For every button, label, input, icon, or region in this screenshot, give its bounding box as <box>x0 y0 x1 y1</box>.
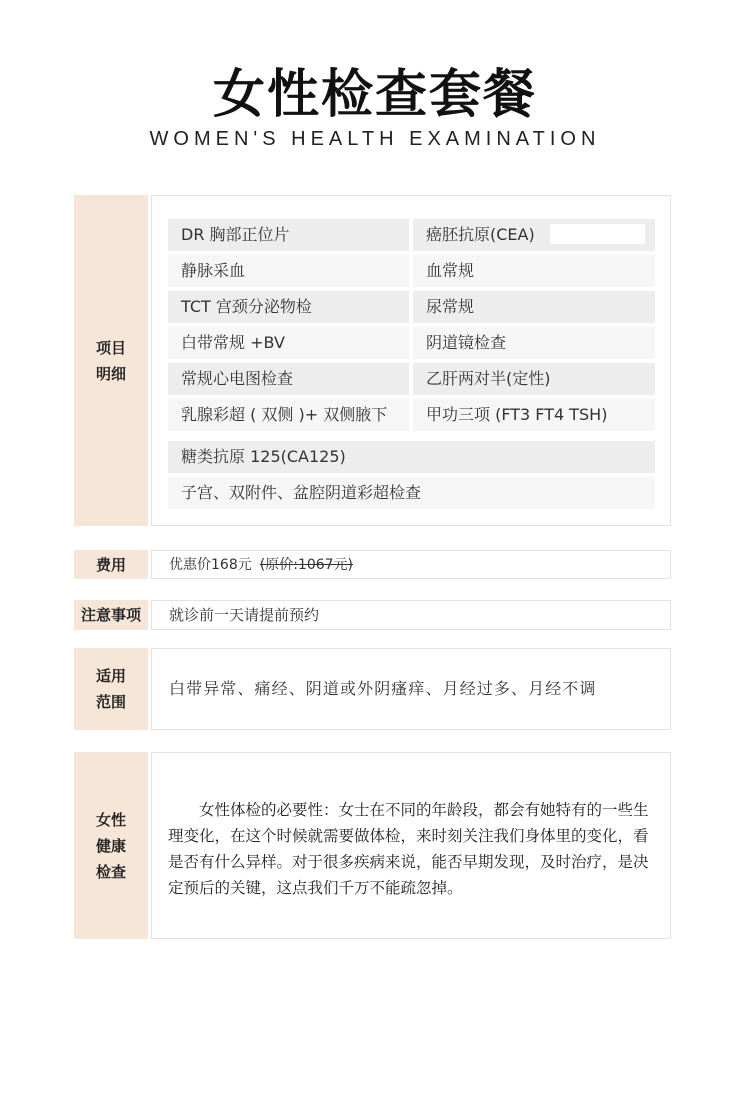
page-title: 女性检查套餐 <box>212 65 537 125</box>
health-label <box>74 752 148 939</box>
item-cell: 白带常规 +BV <box>168 327 409 359</box>
fee-label: 费用 <box>74 550 148 579</box>
item-cell: 乳腺彩超 ( 双侧 )+ 双侧腋下 <box>168 399 409 431</box>
scope-label-line1: 适用 <box>95 667 126 685</box>
fee-box <box>151 550 671 579</box>
item-cell: TCT 宫颈分泌物检 <box>168 291 409 323</box>
notice-text: 就诊前一天请提前预约 <box>169 606 320 624</box>
notice-label: 注意事项 <box>74 600 148 630</box>
items-label-line2: 明细 <box>95 364 126 383</box>
discount-price: 优惠价168元 <box>169 557 252 573</box>
price-text <box>169 551 353 579</box>
page-subtitle: WOMEN'S HEALTH EXAMINATION <box>149 128 601 150</box>
notice-box <box>151 600 671 630</box>
original-price: (原价:1067元) <box>259 557 354 573</box>
blank-patch <box>550 224 645 244</box>
scope-label-line2: 范围 <box>95 693 126 711</box>
scope-label <box>74 648 148 730</box>
item-cell-wide: 子宫、双附件、盆腔阴道彩超检查 <box>168 477 655 509</box>
health-label-line1: 女性 <box>95 810 126 829</box>
health-text: 女性体检的必要性：女士在不同的年龄段，都会有她特有的一些生理变化，在这个时候就需要做体检，来时刻关注我们身体里的变化，看是否有什么异样。对于很多疾病来说，能否早期发现，及时治疗，是决定预后的关键，这点我们千万不能疏忽掉。 <box>168 801 649 897</box>
item-cell-wide: 糖类抗原 125(CA125) <box>168 441 655 473</box>
item-cell: 尿常规 <box>413 291 655 323</box>
item-cell: 癌胚抗原(CEA) <box>413 219 655 251</box>
items-box <box>151 195 671 526</box>
item-cell: DR 胸部正位片 <box>168 219 409 251</box>
items-label-line1: 项目 <box>95 338 126 357</box>
health-box <box>151 752 671 939</box>
item-cell: 静脉采血 <box>168 255 409 287</box>
item-cell: 常规心电图检查 <box>168 363 409 395</box>
item-cell: 血常规 <box>413 255 655 287</box>
item-cell: 甲功三项 (FT3 FT4 TSH) <box>413 399 655 431</box>
scope-text: 白带异常、痛经、阴道或外阴瘙痒、月经过多、月经不调 <box>169 679 597 698</box>
scope-box <box>151 648 671 730</box>
item-cell: 乙肝两对半(定性) <box>413 363 655 395</box>
health-label-line3: 检查 <box>95 862 126 881</box>
item-cell: 阴道镜检查 <box>413 327 655 359</box>
items-label <box>74 195 148 526</box>
health-label-line2: 健康 <box>95 836 126 855</box>
